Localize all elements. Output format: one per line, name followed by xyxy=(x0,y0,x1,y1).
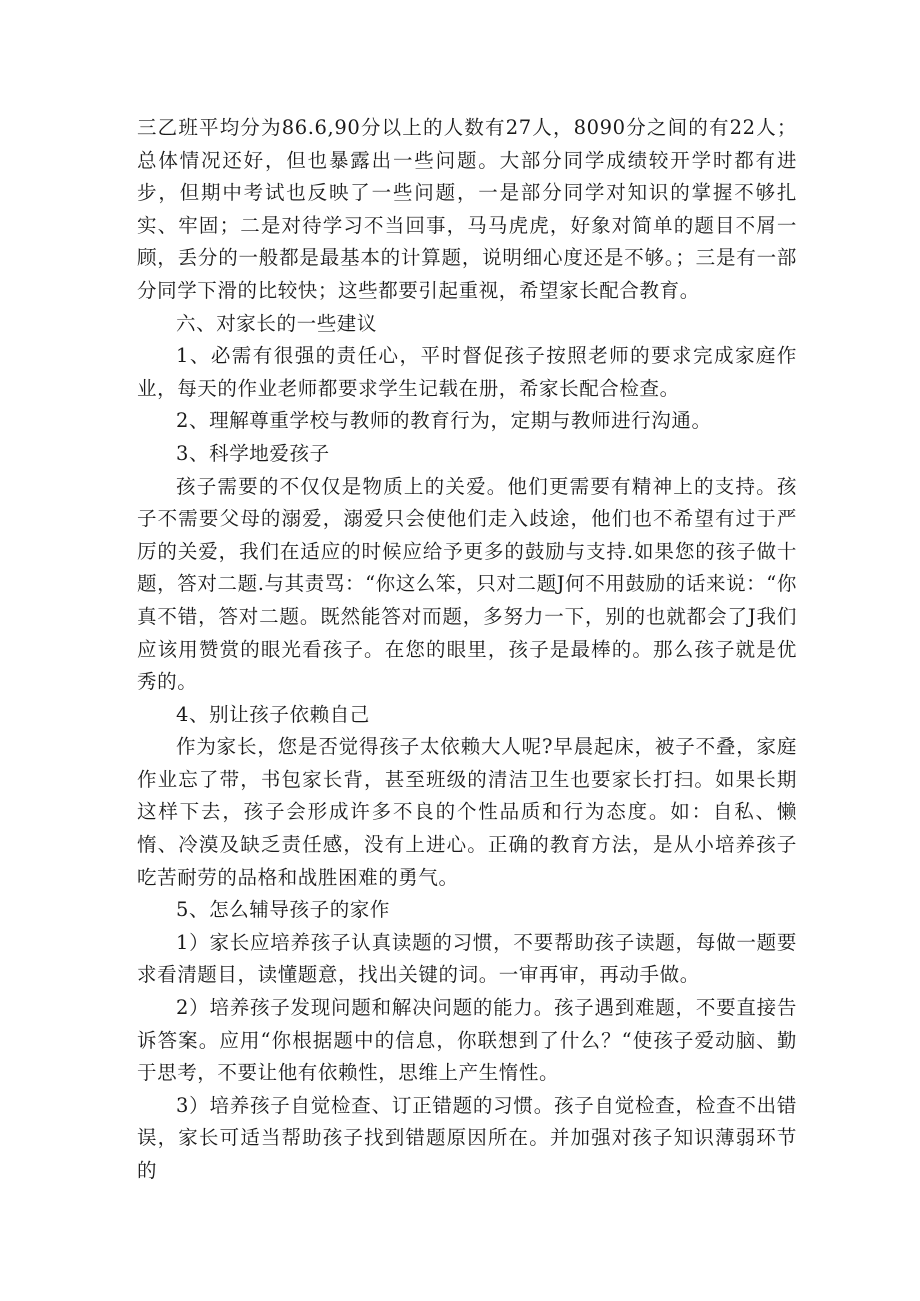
paragraph-independence: 作为家长，您是否觉得孩子太依赖大人呢?早晨起床，被子不叠，家庭作业忘了带，书包家长背，甚至班级的清洁卫生也要家长打扫。如果长期这样下去，孩子会形成许多不良的个性品质和行为态度。如：自私、懒惰、冷漠及缺乏责任感，没有上进心。正确的教育方法，是从小培养孩子吃苦耐劳的品格和战胜困难的勇气。 xyxy=(137,735,797,889)
paragraph-love-children: 孩子需要的不仅仅是物质上的关爱。他们更需要有精神上的支持。孩子不需要父母的溺爱，溺爱只会使他们走入歧途，他们也不希望有过于严厉的关爱，我们在适应的时候应给予更多的鼓励与支持.如果您的孩子做十题，答对二题.与其责骂：“你这么笨，只对二题J何不用鼓励的话来说：“你真不错，答对二题。既然能答对而题，多努力一下，别的也就都会了J我们应该用赞赏的眼光看孩子。在您的眼里，孩子是最棒的。那么孩子就是优秀的。 xyxy=(137,474,797,694)
paragraph-suggestion-2: 2、理解尊重学校与教师的教育行为，定期与教师进行沟通。 xyxy=(176,409,712,433)
subheading-homework-tutoring: 5、怎么辅导孩子的家作 xyxy=(176,898,391,922)
paragraph-class-summary: 三乙班平均分为86.6,90分以上的人数有27人，8090分之间的有22人；总体情况还好，但也暴露出一些问题。大部分同学成绩较开学时都有进步，但期中考试也反映了一些问题，一是部分同学对知识的掌握不够扎实、牢固；二是对待学习不当回事，马马虎虎，好象对简单的题目不屑一顾，丢分的一般都是最基本的计算题，说明细心度还是不够。；三是有一部分同学下滑的比较快；这些都要引起重视，希望家长配合教育。 xyxy=(137,116,797,302)
subheading-love-children: 3、科学地爱孩子 xyxy=(176,441,330,465)
document-page xyxy=(137,112,797,1188)
subheading-independence: 4、别让孩子依赖自己 xyxy=(176,702,370,726)
paragraph-tutoring-1: 1）家长应培养孩子认真读题的习惯，不要帮助孩子读题，每做一题要求看清题目，读懂题意，找出关键的词。一审再审，再动手做。 xyxy=(137,930,797,987)
section-heading-parent-suggestions: 六、对家长的一些建议 xyxy=(176,311,378,335)
paragraph-tutoring-3: 3）培养孩子自觉检查、订正错题的习惯。孩子自觉检查，检查不出错误，家长可适当帮助孩子找到错题原因所在。并加强对孩子知识薄弱环节的 xyxy=(137,1093,797,1182)
paragraph-suggestion-1: 1、必需有很强的责任心，平时督促孩子按照老师的要求完成家庭作业，每天的作业老师都要求学生记载在册，希家长配合检查。 xyxy=(137,344,797,400)
paragraph-tutoring-2: 2）培养孩子发现问题和解决问题的能力。孩子遇到难题，不要直接告诉答案。应用“你根据题中的信息，你联想到了什么？“使孩子爱动脑、勤于思考，不要让他有依赖性，思维上产生惰性。 xyxy=(137,996,797,1085)
